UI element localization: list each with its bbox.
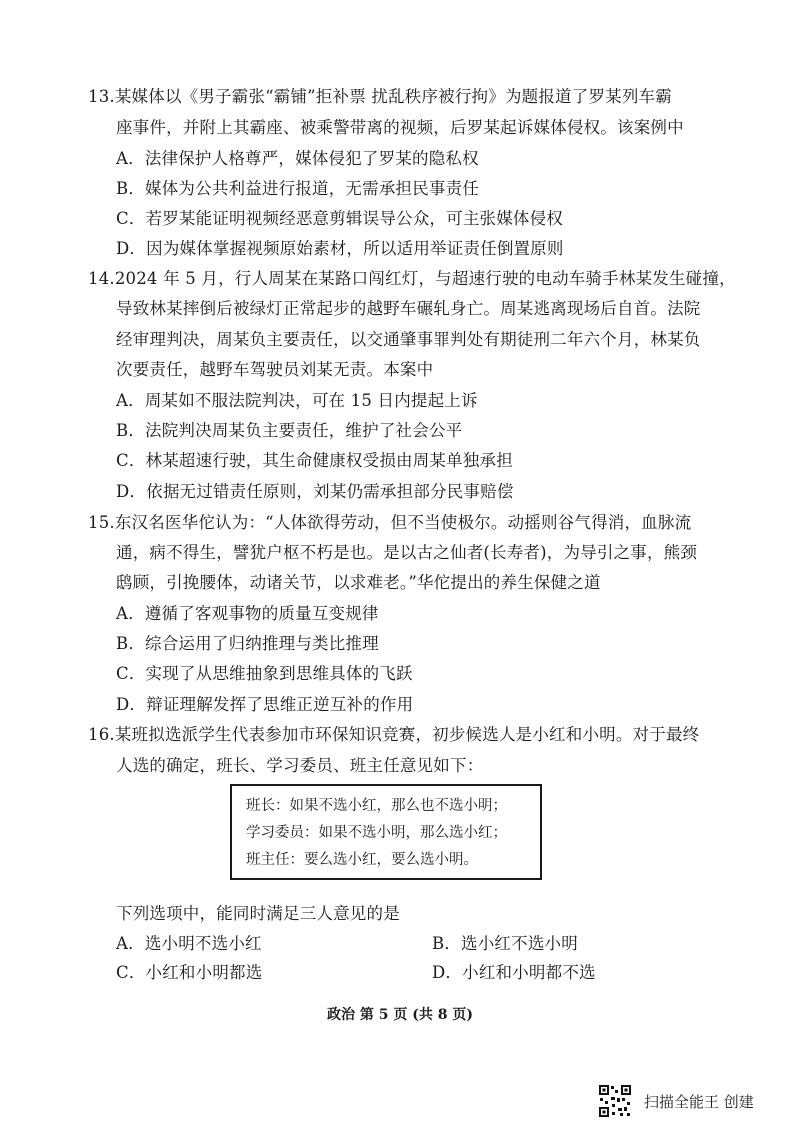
q16-option-a: A．选小明不选小红: [116, 934, 262, 953]
q15-stem-line-2: 通，病不得生，譬犹户枢不朽是也。是以古之仙者(长寿者)，为导引之事，熊颈: [116, 543, 698, 562]
q15-option-a: A．遵循了客观事物的质量互变规律: [116, 604, 379, 623]
q14-option-a: A．周某如不服法院判决，可在 15 日内提起上诉: [116, 391, 478, 410]
opinion-study-committee: 学习委员：如果不选小明，那么选小红；: [246, 825, 507, 841]
q15-stem-line-1: 15.东汉名医华佗认为：“人体欲得劳动，但不当使极尔。动摇则谷气得消，血脉流: [88, 513, 692, 532]
q13-option-c: C．若罗某能证明视频经恶意剪辑误导公众，可主张媒体侵权: [116, 209, 564, 228]
q13-option-b: B．媒体为公共利益进行报道，无需承担民事责任: [116, 179, 480, 198]
q16-option-c: C．小红和小明都选: [116, 963, 263, 982]
scanner-watermark: [598, 1084, 788, 1118]
q15-stem-line-3: 鸱顾，引挽腰体，动诸关节，以求难老。”华佗提出的养生保健之道: [116, 573, 601, 592]
qr-code-icon: [598, 1084, 632, 1118]
q14-stem-line-3: 经审理判决，周某负主要责任，以交通肇事罪判处有期徒刑二年六个月，林某负: [116, 330, 701, 349]
q15-option-b: B．综合运用了归纳推理与类比推理: [116, 634, 379, 653]
q13-option-d: D．因为媒体掌握视频原始素材，所以适用举证责任倒置原则: [116, 239, 564, 258]
q13-stem-line-1: 13.某媒体以《男子霸张“霸铺”拒补票 扰乱秩序被行拘》为题报道了罗某列车霸: [88, 87, 672, 106]
opinion-head-teacher: 班主任：要么选小红，要么选小明。: [246, 852, 478, 868]
watermark-text: 扫描全能王 创建: [644, 1093, 754, 1111]
q14-stem-line-4: 次要责任，越野车驾驶员刘某无责。本案中: [116, 360, 434, 379]
q13-option-a: A．法律保护人格尊严，媒体侵犯了罗某的隐私权: [116, 149, 479, 168]
opinions-box: [230, 784, 542, 880]
q13-stem-line-2: 座事件，并附上其霸座、被乘警带离的视频，后罗某起诉媒体侵权。该案例中: [116, 118, 684, 137]
q16-prompt: 下列选项中，能同时满足三人意见的是: [116, 904, 400, 923]
q14-stem-line-2: 导致林某摔倒后被绿灯正常起步的越野车碾轧身亡。周某逃离现场后自首。法院: [116, 299, 701, 318]
q15-option-c: C．实现了从思维抽象到思维具体的飞跃: [116, 664, 413, 683]
q14-option-c: C．林某超速行驶，其生命健康权受损由周某单独承担: [116, 451, 513, 470]
q14-stem-line-1: 14.2024 年 5 月，行人周某在某路口闯红灯，与超速行驶的电动车骑手林某发生碰撞，: [88, 269, 736, 288]
q14-option-d: D．依据无过错责任原则，刘某仍需承担部分民事赔偿: [116, 482, 514, 501]
opinion-monitor: 班长：如果不选小红，那么也不选小明；: [246, 798, 507, 814]
q16-stem-line-2: 人选的确定，班长、学习委员、班主任意见如下：: [116, 756, 484, 775]
q15-option-d: D．辩证理解发挥了思维正逆互补的作用: [116, 695, 414, 714]
q14-option-b: B．法院判决周某负主要责任，维护了社会公平: [116, 421, 463, 440]
q16-option-d: D．小红和小明都不选: [432, 963, 596, 982]
q16-option-b: B．选小红不选小明: [432, 934, 578, 953]
page-footer: 政治 第 5 页 (共 8 页): [327, 1007, 473, 1023]
q16-stem-line-1: 16.某班拟选派学生代表参加市环保知识竞赛，初步候选人是小红和小明。对于最终: [88, 725, 700, 744]
